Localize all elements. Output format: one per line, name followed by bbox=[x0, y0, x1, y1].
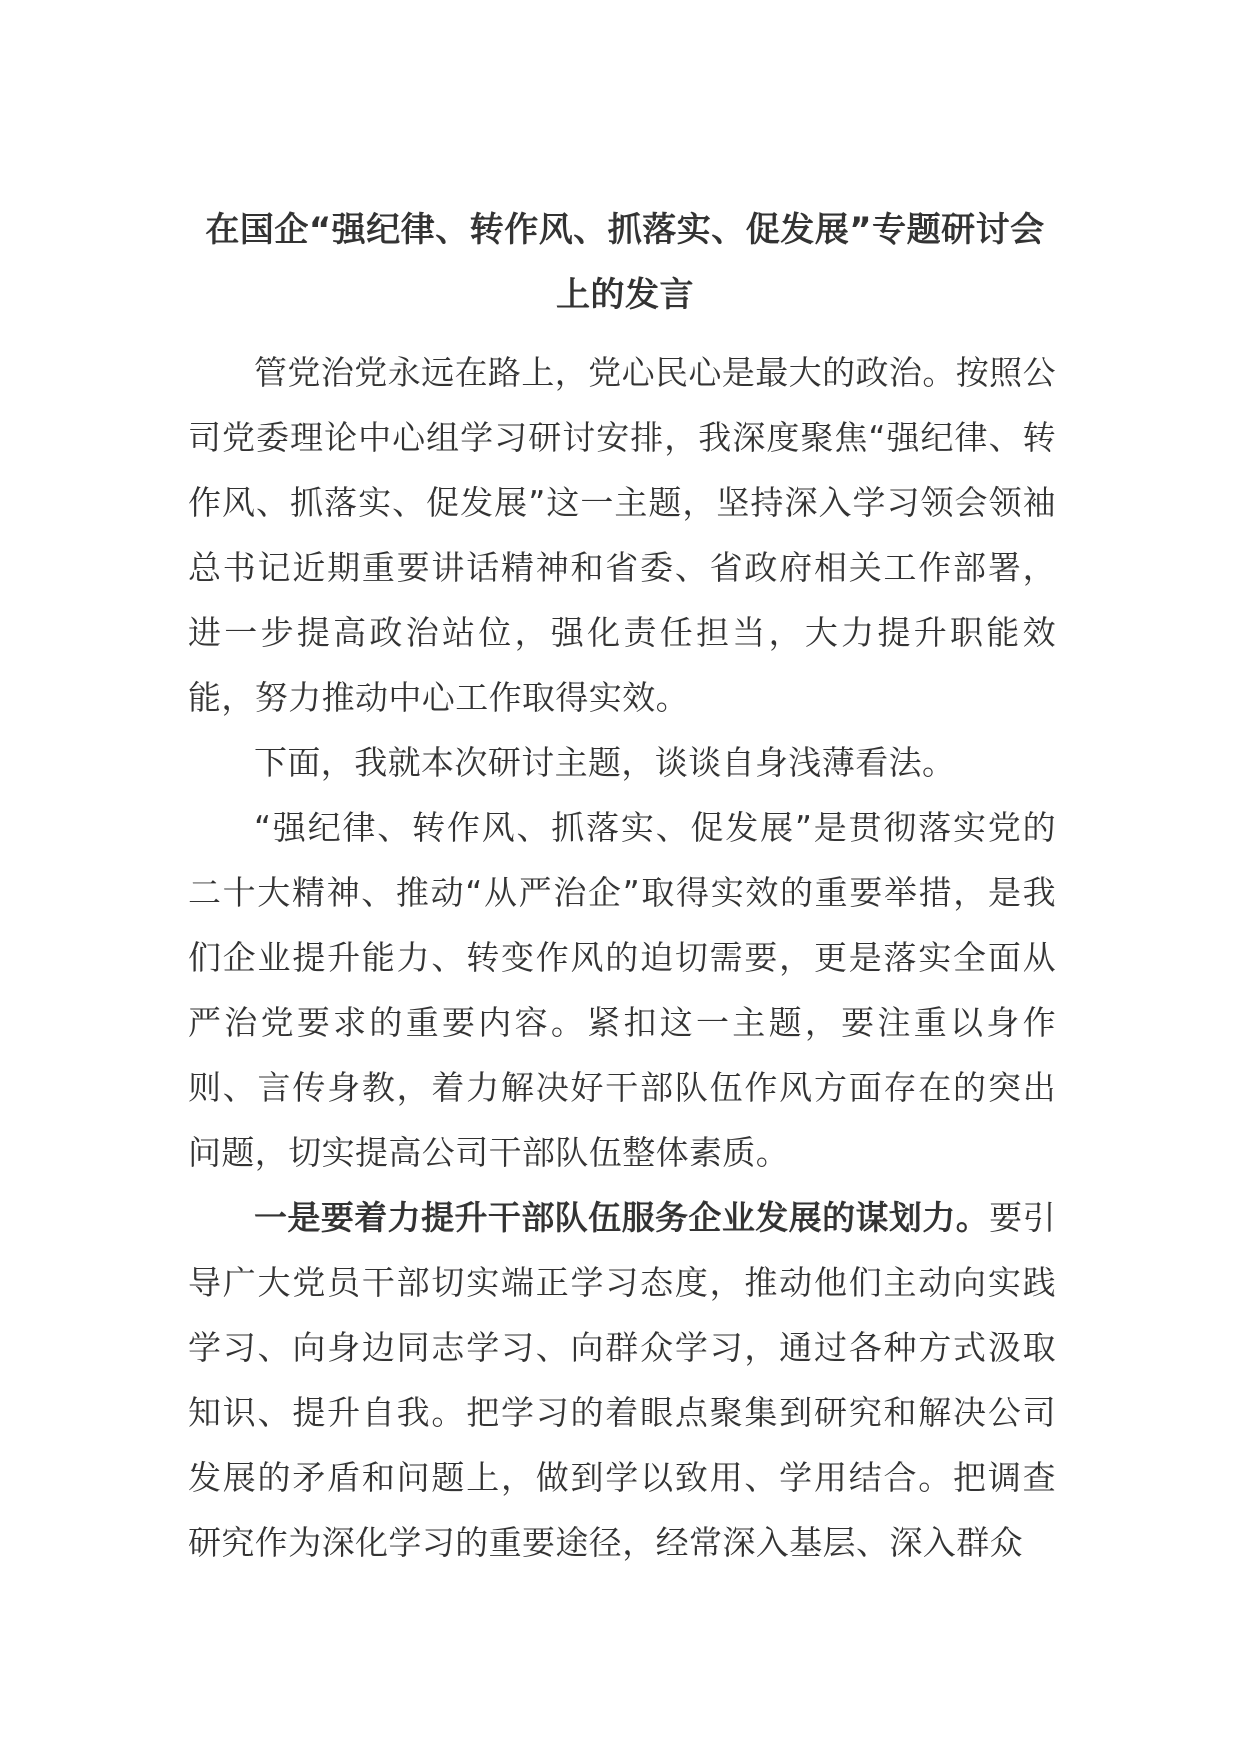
paragraph-point-one bbox=[188, 1185, 1056, 1575]
paragraph-text: 下面，我就本次研讨主题，谈谈自身浅薄看法。 bbox=[254, 743, 956, 782]
paragraph-text: “强纪律、转作风、抓落实、促发展”是贯彻落实党的二十大精神、推动“从严治企”取得实效的重要举措，是我们企业提升能力、转变作风的迫切需要，更是落实全面从严治党要求的重要内容。紧扣这一主题，要注重以身作则、言传身教，着力解决好干部队伍作风方面存在的突出问题，切实提高公司干部队伍整体素质。 bbox=[188, 808, 1056, 1172]
paragraph-transition bbox=[188, 730, 1056, 795]
document-title: 在国企“强纪律、转作风、抓落实、促发展”专题研讨会上的发言 bbox=[205, 210, 1045, 315]
paragraph-intro bbox=[188, 340, 1056, 730]
paragraph-text: 要引导广大党员干部切实端正学习态度，推动他们主动向实践学习、向身边同志学习、向群众学习，通过各种方式汲取知识、提升自我。把学习的着眼点聚集到研究和解决公司发展的矛盾和问题上，做到学以致用、学用结合。把调查研究作为深化学习的重要途径，经常深入基层、深入群众 bbox=[188, 1198, 1056, 1562]
document-body bbox=[188, 340, 1056, 1575]
paragraph-lead: 一是要着力提升干部队伍服务企业发展的谋划力。 bbox=[254, 1198, 990, 1237]
paragraph-text: 管党治党永远在路上，党心民心是最大的政治。按照公司党委理论中心组学习研讨安排，我深度聚焦“强纪律、转作风、抓落实、促发展”这一主题，坚持深入学习领会领袖总书记近期重要讲话精神和省委、省政府相关工作部署，进一步提高政治站位，强化责任担当，大力提升职能效能，努力推动中心工作取得实效。 bbox=[188, 353, 1056, 717]
paragraph-theme bbox=[188, 795, 1056, 1185]
